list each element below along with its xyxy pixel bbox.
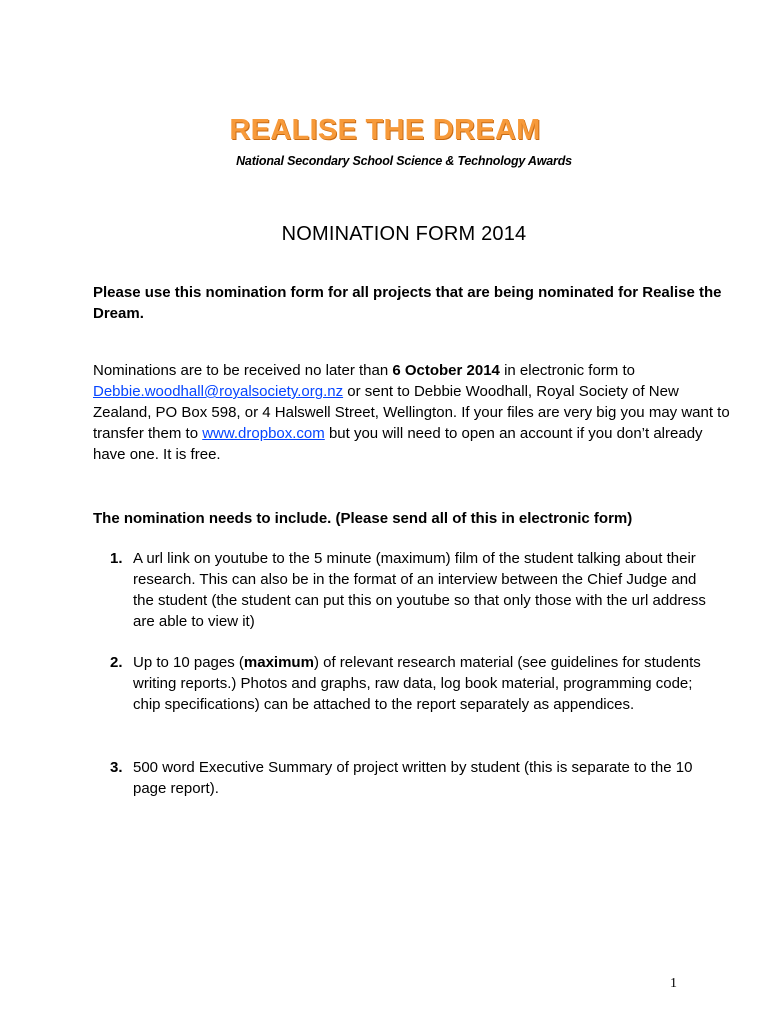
list-item-text: A url link on youtube to the 5 minute (maximum) film of the student talking about their research. This can also be in the format of an interview between the Chief Judge and the student (the student can put this on youtube so that only those with the url address are able to view it) bbox=[133, 550, 706, 630]
list-number: 3. bbox=[110, 759, 123, 776]
include-heading: The nomination needs to include. (Please send all of this in electronic form) bbox=[93, 510, 633, 527]
list-item-text: 500 word Executive Summary of project written by student (this is separate to the 10 page report). bbox=[133, 759, 693, 797]
deadline-text-2: in electronic form to bbox=[499, 362, 635, 379]
email-link[interactable]: Debbie.woodhall@royalsociety.org.nz bbox=[93, 383, 344, 400]
deadline-text-3: or sent to Debbie Woodhall, Royal Society of New Zealand, PO Box 598, or 4 Halswell Street, Wellington. If your files are very big you may want to transfer them to bbox=[93, 383, 730, 442]
list-number: 2. bbox=[110, 654, 123, 671]
deadline-date: 6 October 2014 bbox=[392, 362, 500, 379]
subtitle: National Secondary School Science & Technology Awards bbox=[236, 154, 572, 168]
banner-title: REALISE THE DREAM bbox=[229, 114, 541, 146]
list-item-text-after: ) of relevant research material (see guidelines for students writing reports.) Photos and graphs, raw data, log book material, programming code; chip specifications) can be attached to the report separately as appendices. bbox=[133, 654, 701, 713]
deadline-text-1: Nominations are to be received no later than bbox=[93, 362, 393, 379]
list-item bbox=[110, 757, 720, 799]
list-number: 1. bbox=[110, 550, 123, 567]
deadline-paragraph bbox=[93, 360, 733, 465]
list-item-bold: maximum bbox=[243, 654, 314, 671]
page-number: 1 bbox=[670, 976, 677, 991]
deadline-text-4: but you will need to open an account if you don’t already have one. It is free. bbox=[93, 425, 703, 463]
list-item bbox=[110, 548, 720, 632]
list-item-text: Up to 10 pages ( bbox=[133, 654, 244, 671]
list-item bbox=[110, 652, 720, 715]
form-title: NOMINATION FORM 2014 bbox=[281, 223, 527, 245]
intro-paragraph: Please use this nomination form for all projects that are being nominated for Realise the Dream. bbox=[93, 284, 722, 322]
dropbox-link[interactable]: www.dropbox.com bbox=[202, 425, 325, 442]
